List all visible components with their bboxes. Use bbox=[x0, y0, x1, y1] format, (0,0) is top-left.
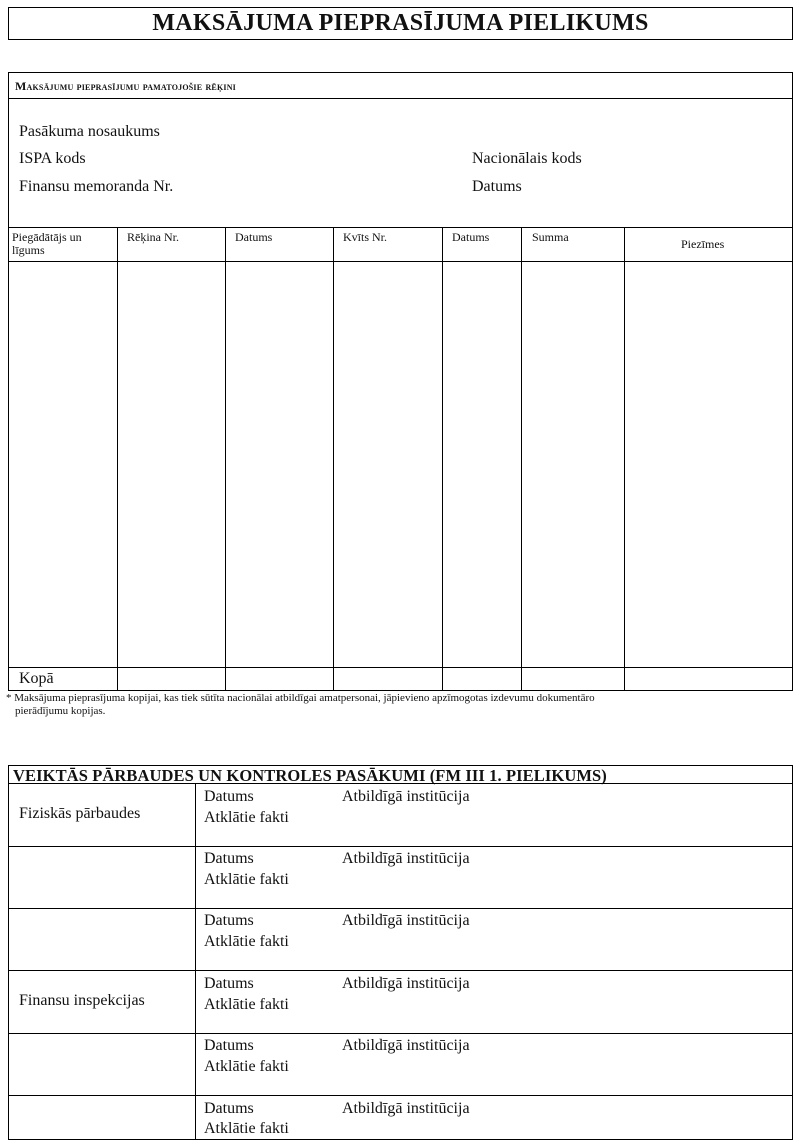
check-row-date: Datums bbox=[204, 1037, 254, 1054]
check-row-institution: Atbildīgā institūcija bbox=[342, 975, 470, 992]
check-row-institution: Atbildīgā institūcija bbox=[342, 1100, 470, 1117]
check-row-institution: Atbildīgā institūcija bbox=[342, 1037, 470, 1054]
label-column-divider bbox=[195, 783, 196, 1139]
column-header-notes: Piezīmes bbox=[681, 237, 725, 251]
check-row-findings: Atklātie fakti bbox=[204, 996, 289, 1013]
check-row-label: Fiziskās pārbaudes bbox=[19, 805, 141, 822]
row-divider bbox=[9, 970, 792, 971]
check-row-date: Datums bbox=[204, 1100, 254, 1117]
check-row-date: Datums bbox=[204, 788, 254, 805]
page-title-box bbox=[8, 7, 793, 40]
page-title: MAKSĀJUMA PIEPRASĪJUMA PIELIKUMS bbox=[152, 10, 649, 36]
check-row-findings: Atklātie fakti bbox=[204, 933, 289, 950]
footnote bbox=[6, 692, 796, 718]
row-divider bbox=[9, 1033, 792, 1034]
column-header-supplier: Piegādātājs un līgums bbox=[12, 230, 82, 257]
column-divider bbox=[225, 227, 226, 691]
check-row-findings: Atklātie fakti bbox=[204, 1120, 289, 1137]
check-row-label: Finansu inspekcijas bbox=[19, 992, 145, 1009]
column-header-invoice-date: Datums bbox=[235, 230, 273, 244]
checks-header-border bbox=[9, 783, 792, 784]
check-row-institution: Atbildīgā institūcija bbox=[342, 788, 470, 805]
checks-section-heading: VEIKTĀS PĀRBAUDES UN KONTROLES PASĀKUMI (FM III 1. PIELIKUMS) bbox=[13, 766, 607, 785]
column-divider bbox=[624, 227, 625, 691]
ispa-code-label: ISPA kods bbox=[19, 150, 86, 167]
table-total-border bbox=[9, 667, 792, 668]
checks-section bbox=[8, 765, 793, 1140]
invoices-section bbox=[8, 72, 793, 691]
column-divider bbox=[442, 227, 443, 691]
total-label: Kopā bbox=[19, 670, 54, 687]
footnote-line-2: pierādījumu kopijas. bbox=[15, 705, 106, 717]
event-name-label: Pasākuma nosaukums bbox=[19, 123, 160, 140]
national-code-label: Nacionālais kods bbox=[472, 150, 582, 167]
row-divider bbox=[9, 846, 792, 847]
column-divider bbox=[333, 227, 334, 691]
check-row-date: Datums bbox=[204, 850, 254, 867]
column-header-invoice-number: Rēķina Nr. bbox=[127, 230, 179, 244]
check-row-findings: Atklātie fakti bbox=[204, 809, 289, 826]
footnote-line-1: * Maksājuma pieprasījuma kopijai, kas tiek sūtīta nacionālai atbildīgai amatpersonai, jāpievieno apzīmogotas izdevumu dokumentāro bbox=[6, 692, 595, 704]
row-divider bbox=[9, 1095, 792, 1096]
column-header-amount: Summa bbox=[532, 230, 569, 244]
date-label: Datums bbox=[472, 178, 522, 195]
check-row-institution: Atbildīgā institūcija bbox=[342, 912, 470, 929]
check-row-findings: Atklātie fakti bbox=[204, 871, 289, 888]
column-divider bbox=[521, 227, 522, 691]
column-header-receipt-date: Datums bbox=[452, 230, 490, 244]
invoices-section-header bbox=[9, 73, 792, 99]
memorandum-number-label: Finansu memoranda Nr. bbox=[19, 178, 174, 195]
check-row-findings: Atklātie fakti bbox=[204, 1058, 289, 1075]
check-row-institution: Atbildīgā institūcija bbox=[342, 850, 470, 867]
invoices-section-heading: Maksājumu pieprasījumu pamatojošie rēķini bbox=[15, 79, 236, 93]
row-divider bbox=[9, 908, 792, 909]
column-divider bbox=[117, 227, 118, 691]
table-top-border bbox=[9, 227, 792, 228]
table-header-border bbox=[9, 261, 792, 262]
check-row-date: Datums bbox=[204, 912, 254, 929]
column-header-receipt-number: Kvīts Nr. bbox=[343, 230, 388, 244]
check-row-date: Datums bbox=[204, 975, 254, 992]
